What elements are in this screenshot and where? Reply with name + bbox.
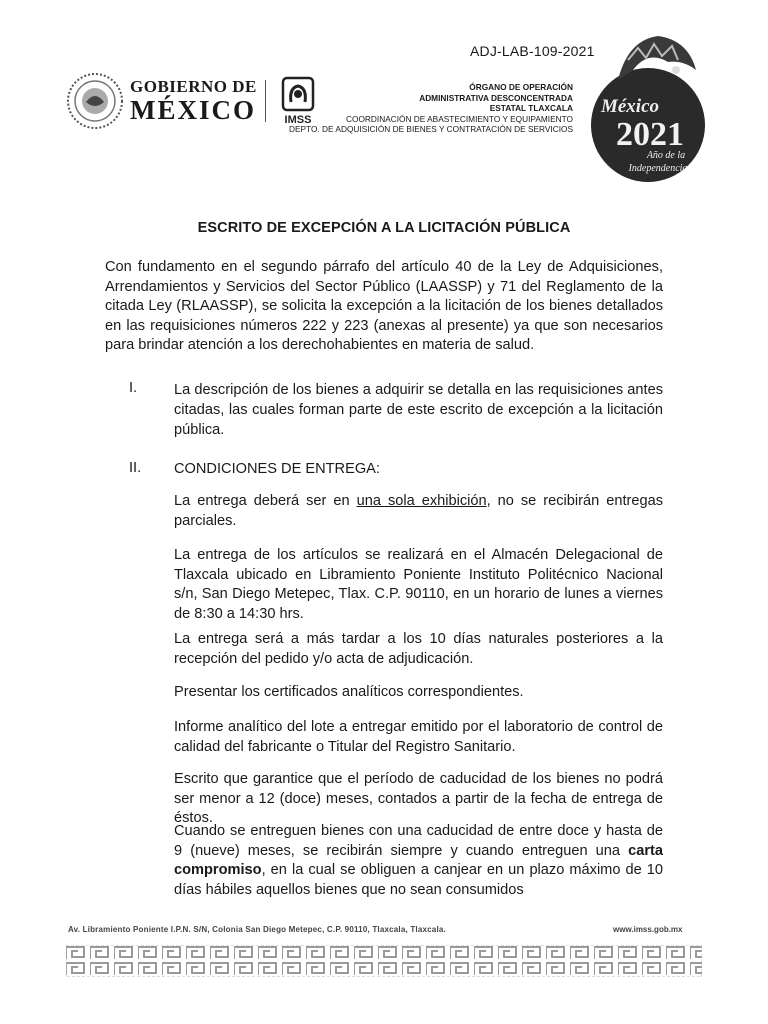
office-line: ADMINISTRATIVA DESCONCENTRADA	[419, 92, 573, 103]
p1-text-after: , no se recibirán entregas parciales.	[174, 493, 664, 529]
delivery-paragraph-7	[174, 822, 663, 900]
delivery-paragraph-3: La entrega será a más tardar a los 10 días naturales posteriores a la recepción del pedido y/o acta de adjudicación.	[174, 631, 663, 667]
delivery-paragraph-2: La entrega de los artículos se realizará en el Almacén Delegacional de Tlaxcala ubicado en Libramiento Poniente Instituto Politécnico Nacional s/n, San Diego Metepec, Tlax. C.P. 90110, en un horario de lunes a viernes de 8:30 a 14:30 hrs.	[174, 547, 663, 622]
document-title: ESCRITO DE EXCEPCIÓN A LA LICITACIÓN PÚBLICA	[197, 220, 571, 236]
header-divider	[265, 80, 266, 122]
footer-decorative-pattern	[66, 945, 702, 977]
gobierno-de-mexico-wordmark	[130, 78, 257, 124]
delivery-paragraph-6: Escrito que garantice que el período de caducidad de los bienes no podrá ser menor a 12 (doce) meses, contados a partir de la fecha de entrega de éstos.	[174, 771, 663, 826]
office-line: COORDINACIÓN DE ABASTECIMIENTO Y EQUIPAMIENTO	[346, 113, 573, 124]
p1-text-before: La entrega deberá ser en	[174, 493, 357, 509]
section-2-heading: CONDICIONES DE ENTREGA:	[174, 461, 380, 477]
gobierno-line: GOBIERNO DE	[130, 77, 257, 96]
national-seal-logo	[66, 72, 124, 130]
section-1-number: I.	[129, 380, 138, 396]
delivery-paragraph-5: Informe analítico del lote a entregar emitido por el laboratorio de control de calidad del fabricante o Titular del Registro Sanitario.	[174, 719, 663, 755]
footer-website: www.imss.gob.mx	[613, 925, 683, 934]
mexico-2021-badge	[588, 30, 708, 188]
p7-text-before: Cuando se entreguen bienes con una caducidad de entre doce y hasta de 9 (nueve) meses, se recibirán siempre y cuando entreguen una	[174, 823, 663, 859]
p7-text-after: , en la cual se obliguen a canjear en un plazo máximo de 10 días hábiles aquellos bienes que no sean consumidos	[174, 862, 663, 898]
office-block	[289, 82, 573, 135]
p1-underlined-text: una sola exhibición	[356, 493, 487, 509]
badge-line1: Año de la	[646, 150, 686, 161]
badge-word: México	[600, 96, 660, 117]
imss-label: IMSS	[284, 114, 312, 126]
delivery-paragraph-4: Presentar los certificados analíticos correspondientes.	[174, 684, 524, 700]
delivery-paragraph-1	[174, 492, 663, 531]
p7-bold-text: carta compromiso	[174, 842, 663, 878]
badge-line2: Independencia	[628, 163, 688, 174]
office-line: ESTATAL TLAXCALA	[489, 103, 573, 114]
section-2-number: II.	[129, 460, 142, 476]
document-number: ADJ-LAB-109-2021	[470, 43, 595, 59]
badge-year: 2021	[616, 116, 684, 153]
office-line: DEPTO. DE ADQUISICIÓN DE BIENES Y CONTRATACIÓN DE SERVICIOS	[289, 124, 573, 135]
section-1-text: La descripción de los bienes a adquirir se detalla en las requisiciones antes citadas, las cuales forman parte de este escrito de excepción a la licitación pública.	[174, 382, 663, 438]
footer-address: Av. Libramiento Poniente I.P.N. S/N, Colonia San Diego Metepec, C.P. 90110, Tlaxcala, Tlaxcala.	[68, 925, 446, 934]
mexico-line: MÉXICO	[130, 95, 256, 125]
intro-paragraph: Con fundamento en el segundo párrafo del artículo 40 de la Ley de Adquisiciones, Arrendamientos y Servicios del Sector Público (LAASSP) y 71 del Reglamento de la citada Ley (RLAASSP), se solicita la excepción a la licitación de los bienes detallados en las requisiciones números 222 y 223 (anexas al presente) ya que son necesarios para brindar atención a los derechohabientes en materia de salud.	[105, 259, 663, 353]
office-line: ÓRGANO DE OPERACIÓN	[469, 82, 573, 92]
